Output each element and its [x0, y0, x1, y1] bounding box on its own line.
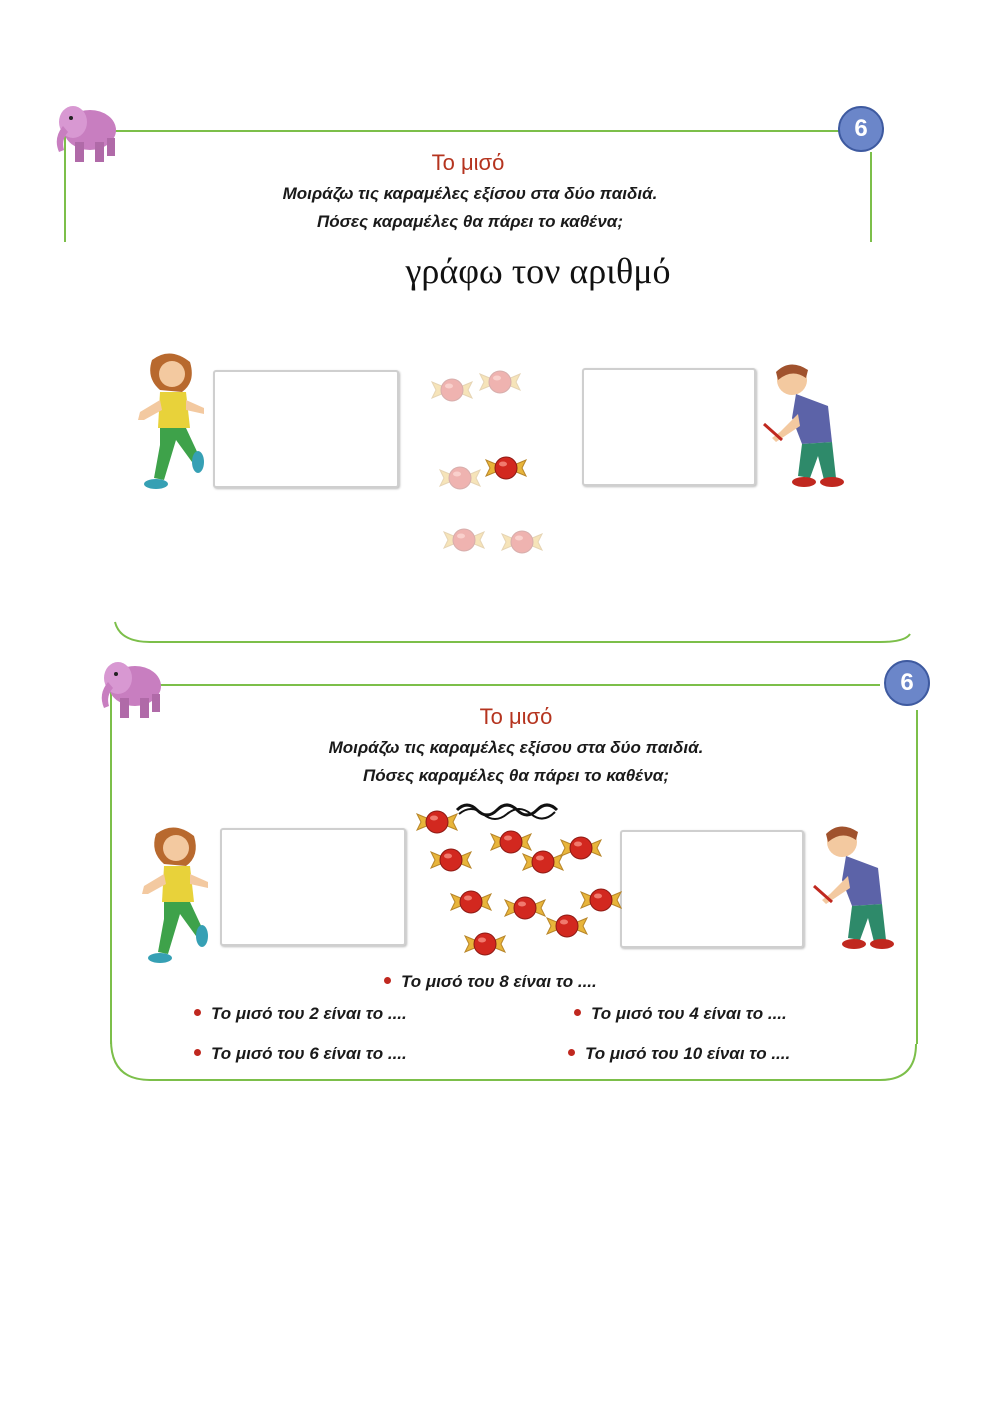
candy-group-2 [405, 800, 635, 970]
candy-icon [486, 457, 526, 479]
bullet-icon [194, 1049, 201, 1056]
candy-icon [465, 933, 505, 955]
frame-top-line [64, 130, 842, 132]
question-text: Το μισό του 2 είναι το .... [211, 1004, 407, 1023]
elephant-icon [55, 100, 125, 170]
frame-left-line [110, 684, 112, 1044]
answer-box-boy[interactable] [620, 830, 804, 948]
question-text: Το μισό του 8 είναι το .... [401, 972, 597, 991]
bullet-icon [574, 1009, 581, 1016]
frame-top-line [110, 684, 880, 686]
instruction-line-2: Πόσες καραμέλες θα πάρει το καθένα; [363, 766, 669, 785]
candy-icon [451, 891, 491, 913]
frame-right-line [870, 152, 872, 242]
question-half-of-10[interactable] [568, 1044, 790, 1064]
candy-icon [502, 531, 542, 553]
candy-icon [491, 831, 531, 853]
page-number-badge: 6 [838, 106, 884, 152]
candy-icon [440, 467, 480, 489]
frame-right-line [916, 710, 918, 1044]
elephant-icon [100, 656, 170, 726]
candy-icon [523, 851, 563, 873]
candy-icon [432, 379, 472, 401]
page-number-badge: 6 [884, 660, 930, 706]
bullet-icon [384, 977, 391, 984]
candy-icon [547, 915, 587, 937]
candy-icon [444, 529, 484, 551]
candy-icon [480, 371, 520, 393]
question-text: Το μισό του 4 είναι το .... [591, 1004, 787, 1023]
write-number-instruction: γράφω τον αριθμό [405, 251, 671, 291]
question-text: Το μισό του 10 είναι το .... [585, 1044, 791, 1063]
question-text: Το μισό του 6 είναι το .... [211, 1044, 407, 1063]
boy-bending-icon [762, 358, 852, 488]
candy-icon [581, 889, 621, 911]
question-half-of-6[interactable] [194, 1044, 407, 1064]
panel-title: Το μισό [431, 150, 505, 175]
question-half-of-4[interactable] [574, 1004, 787, 1024]
instruction-line-1: Μοιράζω τις καραμέλες εξίσου στα δύο παιδιά. [328, 738, 704, 757]
candy-icon [417, 811, 457, 833]
girl-running-icon [134, 824, 214, 974]
answer-box-girl[interactable] [220, 828, 406, 946]
candy-group-1 [420, 360, 570, 580]
panel-title: Το μισό [479, 704, 553, 729]
answer-box-girl[interactable] [213, 370, 399, 488]
boy-bending-icon [812, 820, 902, 950]
candy-icon [431, 849, 471, 871]
instruction-line-2: Πόσες καραμέλες θα πάρει το καθένα; [317, 212, 623, 231]
candy-icon [505, 897, 545, 919]
question-half-of-8[interactable] [384, 972, 597, 992]
girl-running-icon [130, 350, 210, 500]
candy-icon [561, 837, 601, 859]
instruction-line-1: Μοιράζω τις καραμέλες εξίσου στα δύο παιδιά. [282, 184, 658, 203]
frame-bottom-curve [110, 620, 915, 650]
bullet-icon [194, 1009, 201, 1016]
answer-box-boy[interactable] [582, 368, 756, 486]
bullet-icon [568, 1049, 575, 1056]
question-half-of-2[interactable] [194, 1004, 407, 1024]
